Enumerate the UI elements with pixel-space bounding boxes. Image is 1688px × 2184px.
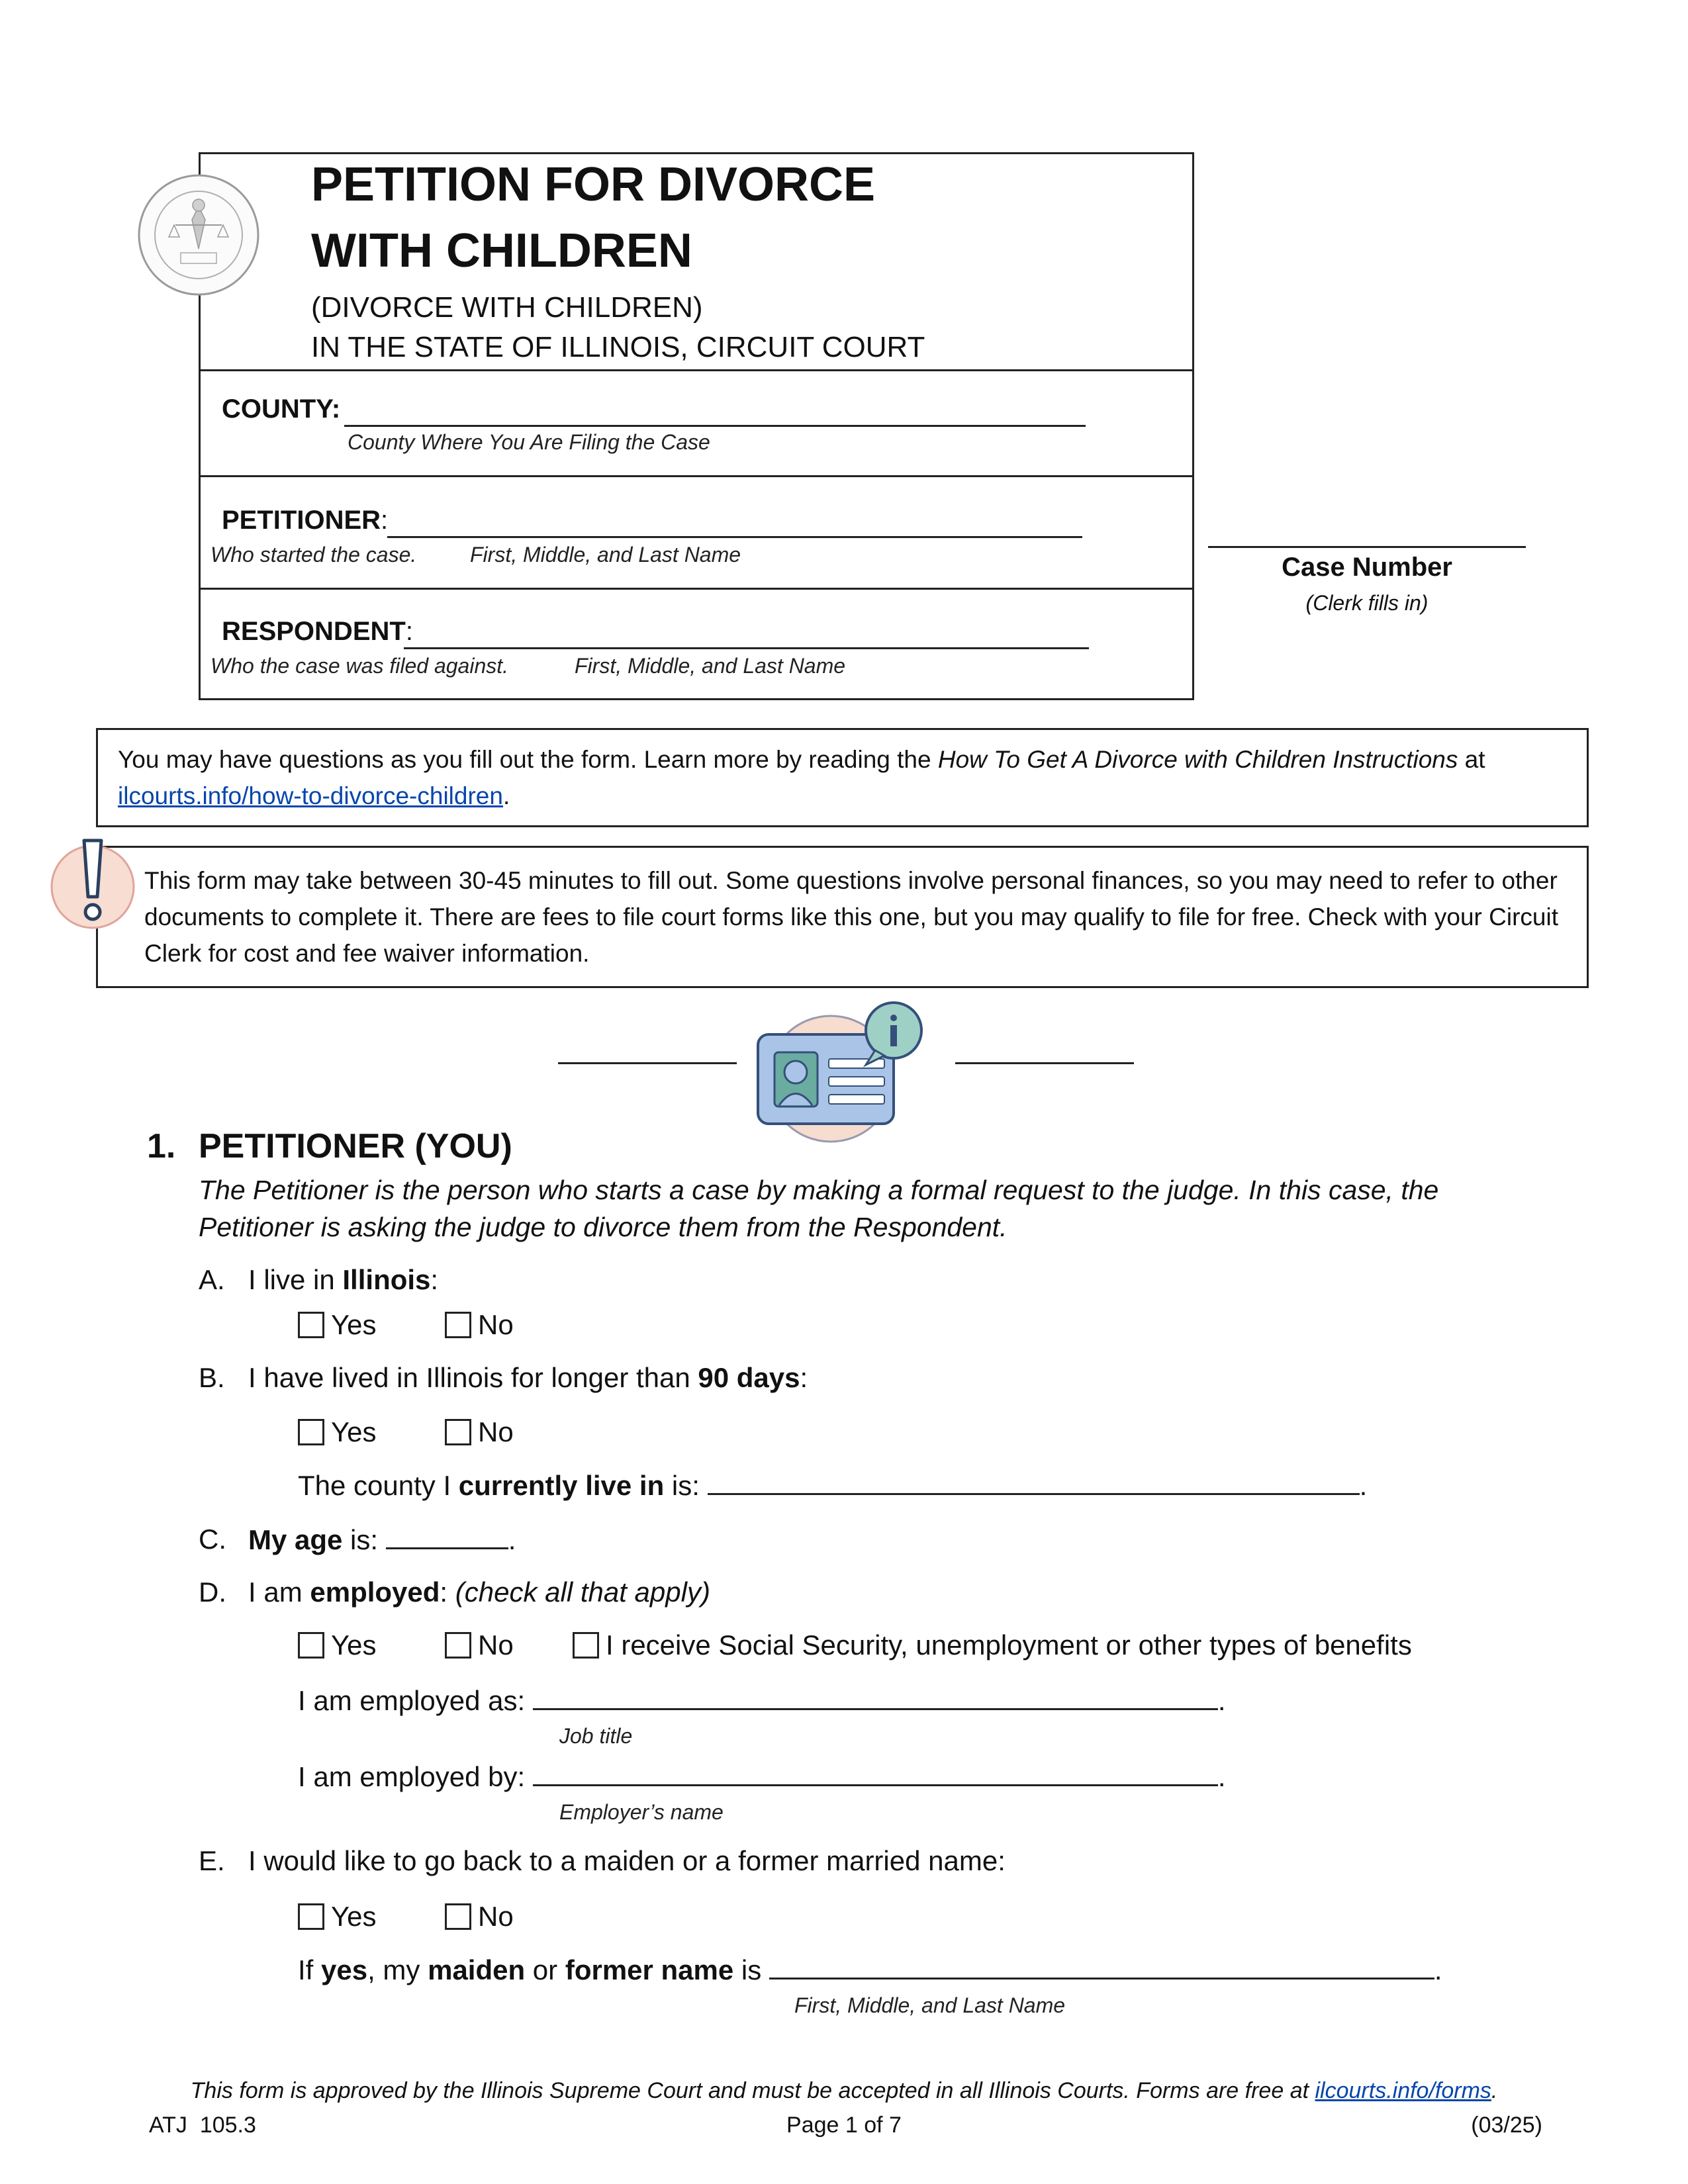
question-b-text: I have lived in Illinois for longer than [248, 1362, 698, 1393]
d-yes-label: Yes [331, 1629, 377, 1661]
caption-divider-3 [199, 588, 1194, 590]
job-title-hint: Job title [559, 1724, 633, 1748]
county-field[interactable] [344, 397, 1086, 427]
form-title-line2: WITH CHILDREN [311, 224, 692, 277]
maiden-bold2: former name [565, 1954, 734, 1985]
b-yes-checkbox[interactable] [298, 1419, 324, 1445]
section-title: PETITIONER (YOU) [199, 1127, 512, 1165]
case-number-hint: (Clerk fills in) [1305, 591, 1429, 615]
approval-note [0, 2078, 1688, 2104]
d-benefits-label: I receive Social Security, unemployment or other types of benefits [606, 1629, 1412, 1661]
age-period: . [508, 1524, 516, 1555]
question-e-text: I would like to go back to a maiden or a former married name: [248, 1845, 1006, 1876]
instructions-link[interactable]: ilcourts.info/how-to-divorce-children [118, 782, 503, 809]
b-yes-label: Yes [331, 1416, 377, 1447]
county-hint: County Where You Are Filing the Case [348, 430, 710, 454]
court-name: IN THE STATE OF ILLINOIS, CIRCUIT COURT [311, 331, 925, 363]
e-yes-option [298, 1901, 377, 1933]
employed-by-period: . [1217, 1761, 1226, 1792]
respondent-name-field[interactable] [404, 619, 1089, 649]
employed-by-row [298, 1760, 1226, 1793]
county-live-pre: The county I [298, 1470, 459, 1501]
county-label: COUNTY: [222, 394, 341, 424]
a-yes-option [298, 1309, 377, 1341]
question-b-bold: 90 days [698, 1362, 800, 1393]
b-no-option [445, 1416, 514, 1448]
petitioner-hint-right: First, Middle, and Last Name [470, 543, 741, 567]
question-c-letter: C. [199, 1524, 226, 1555]
b-yes-option [298, 1416, 377, 1448]
employed-as-label: I am employed as: [298, 1685, 526, 1716]
notice-text: This form may take between 30-45 minutes to fill out. Some questions involve personal finances, so you may need to refer to other documents to complete it. There are fees to file court forms like this one, but you may qualify to file for free. Check with your Circuit Clerk for cost and fee waiver information. [144, 867, 1558, 967]
forms-link[interactable]: ilcourts.info/forms [1315, 2078, 1491, 2103]
form-id: ATJ 105.3 [149, 2113, 256, 2138]
d-yes-option [298, 1629, 377, 1661]
seal-text [132, 304, 265, 306]
case-number-field[interactable] [1208, 516, 1526, 548]
form-subtitle: (DIVORCE WITH CHILDREN) [311, 291, 703, 324]
maiden-name-field[interactable] [769, 1954, 1434, 1979]
petitioner-label-text: PETITIONER [222, 506, 381, 535]
question-d-italic: (check all that apply) [455, 1576, 710, 1608]
a-no-checkbox[interactable] [445, 1312, 471, 1338]
info-text-at: at [1458, 746, 1485, 773]
a-no-option [445, 1309, 514, 1341]
maiden-my: , my [367, 1954, 428, 1985]
question-c [248, 1524, 516, 1556]
caption-divider-2 [199, 475, 1194, 477]
maiden-if: If [298, 1954, 322, 1985]
approval-end: . [1491, 2078, 1498, 2103]
question-d-bold: employed [310, 1576, 440, 1608]
respondent-label-text: RESPONDENT [222, 617, 406, 646]
job-title-field[interactable] [533, 1684, 1218, 1710]
b-no-checkbox[interactable] [445, 1419, 471, 1445]
maiden-or: or [525, 1954, 565, 1985]
case-number-label: Case Number [1282, 553, 1452, 582]
maiden-is: is [733, 1954, 762, 1985]
d-yes-checkbox[interactable] [298, 1632, 324, 1659]
a-yes-checkbox[interactable] [298, 1312, 324, 1338]
maiden-bold1: maiden [428, 1954, 526, 1985]
question-c-text: is: [342, 1524, 379, 1555]
approval-text: This form is approved by the Illinois Supreme Court and must be accepted in all Illinois Courts. Forms are free at [190, 2078, 1315, 2103]
a-no-label: No [478, 1309, 514, 1340]
info-text: You may have questions as you fill out the form. Learn more by reading the [118, 746, 938, 773]
d-no-label: No [478, 1629, 514, 1661]
county-live-period: . [1359, 1470, 1368, 1501]
respondent-hint-right: First, Middle, and Last Name [575, 654, 846, 678]
county-live-row [298, 1469, 1367, 1502]
employer-name-field[interactable] [533, 1760, 1218, 1786]
b-no-label: No [478, 1416, 514, 1447]
question-a-bold: Illinois [342, 1264, 431, 1295]
county-live-bold: currently live in [458, 1470, 665, 1501]
exclamation-icon [43, 834, 142, 933]
question-a-suffix: : [430, 1264, 439, 1295]
notice-box [96, 846, 1589, 988]
petitioner-hint-left: Who started the case. [211, 543, 417, 567]
question-d-letter: D. [199, 1576, 226, 1608]
question-b-letter: B. [199, 1362, 225, 1393]
d-no-checkbox[interactable] [445, 1632, 471, 1659]
county-live-post: is: [664, 1470, 700, 1501]
divider-right-line [955, 1062, 1134, 1064]
respondent-label: RESPONDENT: [222, 617, 413, 646]
employed-as-row [298, 1684, 1226, 1717]
petitioner-name-field[interactable] [387, 508, 1082, 538]
d-benefits-checkbox[interactable] [573, 1632, 599, 1659]
question-a-letter: A. [199, 1264, 225, 1295]
question-a-text: I live in [248, 1264, 343, 1295]
a-yes-label: Yes [331, 1309, 377, 1340]
maiden-period: . [1434, 1954, 1442, 1985]
employed-by-label: I am employed by: [298, 1761, 526, 1792]
d-benefits-option [573, 1629, 1412, 1661]
question-d [248, 1576, 710, 1608]
employer-hint: Employer’s name [559, 1800, 724, 1824]
question-b-suffix: : [800, 1362, 808, 1393]
question-b [248, 1362, 808, 1394]
section-number: 1. [147, 1127, 176, 1165]
info-instructions-title: How To Get A Divorce with Children Instructions [937, 746, 1458, 773]
question-e-letter: E. [199, 1845, 225, 1876]
page-number: Page 1 of 7 [786, 2113, 902, 2138]
e-no-checkbox[interactable] [445, 1903, 471, 1930]
divider-left-line [558, 1062, 737, 1064]
age-field[interactable] [386, 1524, 508, 1549]
maiden-yes: yes [321, 1954, 368, 1985]
d-no-option [445, 1629, 514, 1661]
e-no-option [445, 1901, 514, 1933]
caption-divider-1 [199, 369, 1194, 371]
form-title-line1: PETITION FOR DIVORCE [311, 158, 876, 211]
maiden-name-hint: First, Middle, and Last Name [794, 1993, 1066, 2017]
question-d-text: I am [248, 1576, 310, 1608]
maiden-name-row [298, 1954, 1442, 1986]
question-c-bold: My age [248, 1524, 343, 1555]
respondent-hint-left: Who the case was filed against. [211, 654, 509, 678]
section-description: The Petitioner is the person who starts a case by making a formal request to the judge. In this case, the Petitioner is asking the judge to divorce them from the Respondent. [199, 1175, 1439, 1242]
e-yes-checkbox[interactable] [298, 1903, 324, 1930]
e-no-label: No [478, 1901, 514, 1932]
info-box: You may have questions as you fill out the form. Learn more by reading the How To Get A Divorce with Children Instructions at ilcourts.info/how-to-divorce-children. [96, 728, 1589, 827]
e-yes-label: Yes [331, 1901, 377, 1932]
question-a [248, 1264, 438, 1296]
petitioner-label: PETITIONER: [222, 506, 389, 535]
revision-date: (03/25) [1471, 2113, 1542, 2138]
question-d-suffix: : [440, 1576, 455, 1608]
current-county-field[interactable] [708, 1469, 1360, 1495]
employed-as-period: . [1217, 1685, 1226, 1716]
supreme-court-seal [136, 172, 261, 298]
id-card-info-icon [748, 996, 937, 1148]
